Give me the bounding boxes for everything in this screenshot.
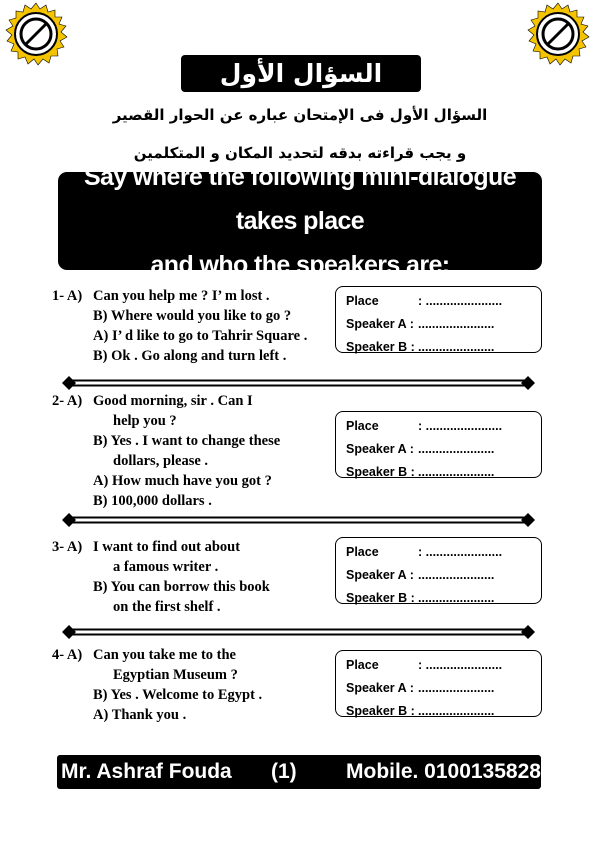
speaker-a-field[interactable]: ...................... (418, 568, 495, 582)
section-divider (62, 376, 535, 390)
dialogue-line (52, 577, 332, 597)
line-prefix: B) (93, 433, 108, 449)
dialogue-line (52, 326, 332, 346)
place-label: Place (346, 419, 379, 433)
place-label: Place (346, 545, 379, 559)
speaker-b-label: Speaker B : (346, 591, 415, 605)
page-title: السؤال الأول (181, 55, 421, 92)
line-prefix: A) (93, 473, 109, 489)
speaker-a-field[interactable]: ...................... (418, 442, 495, 456)
speaker-b-label: Speaker B : (346, 465, 415, 479)
line-text: help you ? (113, 413, 177, 429)
speaker-a-field[interactable]: ...................... (418, 681, 495, 695)
line-text: Thank you . (111, 707, 187, 723)
place-field[interactable]: : ...................... (418, 658, 503, 672)
speaker-b-field[interactable]: ...................... (418, 704, 495, 718)
place-field[interactable]: : ...................... (418, 294, 503, 308)
speaker-b-label: Speaker B : (346, 704, 415, 718)
speaker-b-field[interactable]: ...................... (418, 591, 495, 605)
dialogue-line (52, 431, 332, 451)
speaker-b-label: Speaker B : (346, 340, 415, 354)
line-text: Where would you like to go ? (110, 308, 292, 324)
place-field[interactable]: : ...................... (418, 545, 503, 559)
line-text: 100,000 dollars . (111, 493, 212, 509)
dialogue-line (52, 306, 332, 326)
seal-logo-right (526, 2, 590, 66)
answer-box-4 (335, 650, 542, 717)
place-label: Place (346, 658, 379, 672)
dialogue-line (52, 411, 332, 431)
banner-line-2: and who the speakers are: (150, 251, 450, 279)
speaker-a-field[interactable]: ...................... (418, 317, 495, 331)
footer-teacher-name: Mr. Ashraf Fouda (61, 760, 232, 783)
footer-bar (57, 755, 553, 789)
line-text: I want to find out about (93, 539, 241, 555)
dialogue-line (52, 557, 332, 577)
dialogue-line (52, 451, 332, 471)
line-text: Yes . I want to change these (110, 433, 281, 449)
instruction-banner (58, 163, 542, 279)
answer-box-3 (335, 537, 542, 604)
line-text: Can you take me to the (93, 647, 236, 663)
footer-mobile: Mobile. 01001358289 (346, 760, 553, 783)
line-prefix: B) (93, 687, 108, 703)
place-field[interactable]: : ...................... (418, 419, 503, 433)
dialogue-line (52, 537, 332, 557)
line-prefix: 3- A) (52, 539, 83, 555)
footer-page-number: (1) (271, 760, 297, 783)
line-prefix: B) (93, 348, 108, 364)
dialogue-line (52, 286, 332, 306)
speaker-a-label: Speaker A : (346, 442, 414, 456)
dialogue-1 (52, 286, 332, 366)
line-prefix: 1- A) (52, 288, 83, 304)
line-text: Ok . Go along and turn left . (111, 348, 287, 364)
line-text: dollars, please . (113, 453, 209, 469)
place-label: Place (346, 294, 379, 308)
dialogue-line (52, 491, 332, 511)
dialogue-line (52, 645, 332, 665)
line-prefix: B) (93, 308, 108, 324)
dialogue-line (52, 597, 332, 617)
line-prefix: A) (93, 328, 109, 344)
speaker-a-label: Speaker A : (346, 317, 414, 331)
instruction-arabic-line-1: السؤال الأول فى الإمتحان عباره عن الحوار القصير (112, 106, 488, 124)
dialogue-line (52, 685, 332, 705)
line-text: You can borrow this book (110, 579, 270, 595)
line-prefix: B) (93, 579, 108, 595)
speaker-a-label: Speaker A : (346, 568, 414, 582)
dialogue-4 (52, 645, 332, 725)
dialogue-2 (52, 391, 332, 511)
answer-box-1 (335, 286, 542, 353)
line-text: Can you help me ? I’ m lost . (93, 288, 270, 304)
dialogue-line (52, 665, 332, 685)
line-text: How much have you got ? (111, 473, 272, 489)
answer-box-2 (335, 411, 542, 478)
speaker-b-field[interactable]: ...................... (418, 465, 495, 479)
line-text: on the first shelf . (113, 599, 221, 615)
line-text: Good morning, sir . Can I (93, 393, 253, 409)
speaker-a-label: Speaker A : (346, 681, 414, 695)
line-text: I’ d like to go to Tahrir Square . (111, 328, 308, 344)
line-text: a famous writer . (113, 559, 219, 575)
section-divider (62, 513, 535, 527)
speaker-b-field[interactable]: ...................... (418, 340, 495, 354)
banner-line-1: Say where the following mini-dialogue takes place (83, 163, 516, 235)
dialogue-line (52, 346, 332, 366)
line-prefix: A) (93, 707, 109, 723)
line-prefix: 4- A) (52, 647, 83, 663)
instruction-arabic-line-2: و يجب قراءته بدقه لتحديد المكان و المتكلمين (133, 144, 467, 162)
dialogue-3 (52, 537, 332, 617)
line-prefix: 2- A) (52, 393, 83, 409)
dialogue-line (52, 471, 332, 491)
line-text: Yes . Welcome to Egypt . (110, 687, 263, 703)
line-prefix: B) (93, 493, 108, 509)
dialogue-line (52, 391, 332, 411)
section-divider (62, 625, 535, 639)
line-text: Egyptian Museum ? (113, 667, 238, 683)
dialogue-line (52, 705, 332, 725)
seal-logo-left (4, 2, 68, 66)
